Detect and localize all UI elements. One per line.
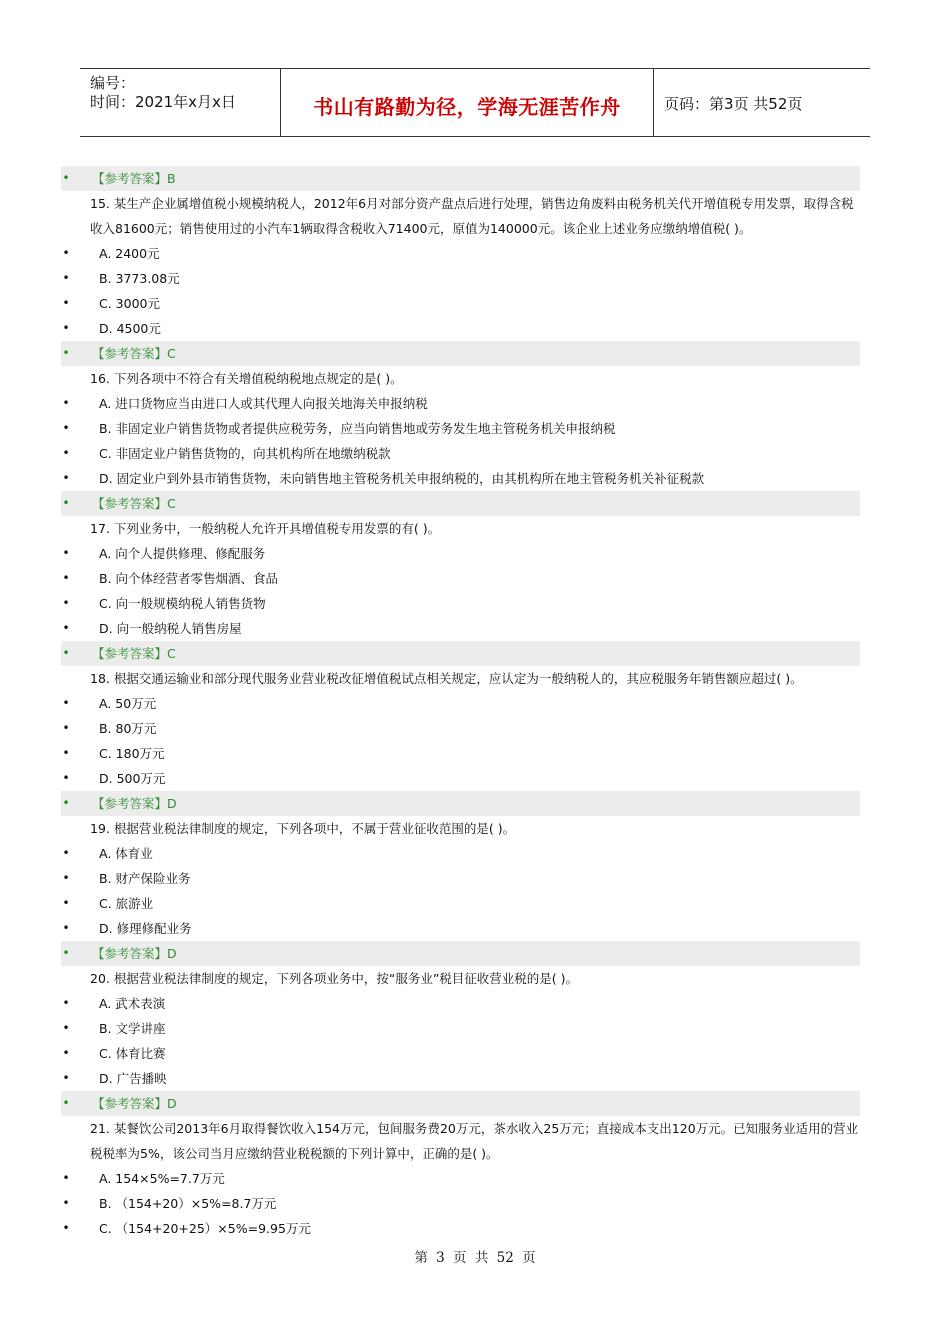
option-row [0, 291, 950, 316]
footer-part: 页 [522, 1250, 536, 1266]
option-text: D. 向一般纳税人销售房屋 [99, 621, 242, 636]
bullet-icon: • [62, 896, 70, 910]
question-row [0, 1116, 950, 1166]
bullet-icon: • [62, 346, 70, 360]
option-row [0, 316, 950, 341]
bullet-icon: • [62, 546, 70, 560]
option-text: D. 广告播映 [99, 1071, 167, 1086]
option-row [0, 916, 950, 941]
footer-total-pages: 52 [496, 1250, 514, 1266]
option-text: B. 3773.08元 [99, 271, 180, 286]
question-text: 20. 根据营业税法律制度的规定，下列各项业务中，按“服务业”税目征收营业税的是( )。 [90, 971, 579, 986]
page-info: 页码：第3页 共52页 [664, 95, 803, 113]
bullet-icon: • [62, 1196, 70, 1210]
option-text: A. 武术表演 [99, 996, 166, 1011]
bullet-icon: • [62, 571, 70, 585]
answer-text: 【参考答案】B [92, 171, 176, 186]
option-text: A. 体育业 [99, 846, 153, 861]
option-row [0, 241, 950, 266]
option-row [0, 391, 950, 416]
option-row [0, 541, 950, 566]
option-row [0, 1041, 950, 1066]
number-label: 编号： [90, 74, 136, 92]
motto: 书山有路勤为径，学海无涯苦作舟 [313, 95, 621, 119]
option-text: C. 非固定业户销售货物的，向其机构所在地缴纳税款 [99, 446, 391, 461]
answer-text: 【参考答案】D [92, 946, 177, 961]
bullet-icon: • [62, 296, 70, 310]
answer-text: 【参考答案】C [92, 346, 176, 361]
bullet-icon: • [62, 1046, 70, 1060]
bullet-icon: • [62, 1021, 70, 1035]
bullet-icon: • [62, 646, 70, 660]
bullet-icon: • [62, 396, 70, 410]
option-row [0, 1191, 950, 1216]
option-text: D. 500万元 [99, 771, 166, 786]
option-row [0, 591, 950, 616]
bullet-icon: • [62, 746, 70, 760]
answer-row [0, 491, 950, 516]
option-text: B. 文学讲座 [99, 1021, 166, 1036]
question-text: 15. 某生产企业属增值税小规模纳税人，2012年6月对部分资产盘点后进行处理，销售边角废料由税务机关代开增值税专用发票，取得含税收入81600元；销售使用过的小汽车1辆取得含税收入71400元，原值为140000元。该企业上述业务应缴纳增值税( )。 [90, 196, 854, 236]
answer-box [61, 1091, 860, 1116]
bullet-icon: • [62, 246, 70, 260]
bullet-icon: • [62, 446, 70, 460]
question-row [0, 366, 950, 391]
bullet-icon: • [62, 621, 70, 635]
footer-part: 第 [414, 1250, 428, 1266]
option-text: C. （154+20+25）×5%=9.95万元 [99, 1221, 311, 1236]
option-text: A. 154×5%=7.7万元 [99, 1171, 225, 1186]
option-row [0, 1166, 950, 1191]
option-text: C. 3000元 [99, 296, 160, 311]
option-text: C. 向一般规模纳税人销售货物 [99, 596, 266, 611]
answer-box [61, 641, 860, 666]
bullet-icon: • [62, 596, 70, 610]
answer-box [61, 791, 860, 816]
option-text: A. 2400元 [99, 246, 160, 261]
bullet-icon: • [62, 1221, 70, 1235]
bullet-icon: • [62, 496, 70, 510]
answer-row [0, 791, 950, 816]
option-text: D. 修理修配业务 [99, 921, 192, 936]
question-row [0, 191, 950, 241]
option-text: C. 180万元 [99, 746, 165, 761]
option-row [0, 1066, 950, 1091]
option-row [0, 691, 950, 716]
option-text: A. 进口货物应当由进口人或其代理人向报关地海关申报纳税 [99, 396, 428, 411]
bullet-icon: • [62, 696, 70, 710]
bullet-icon: • [62, 796, 70, 810]
bullet-icon: • [62, 921, 70, 935]
option-text: B. 向个体经营者零售烟酒、食品 [99, 571, 279, 586]
answer-row [0, 341, 950, 366]
question-row [0, 816, 950, 841]
bullet-icon: • [62, 771, 70, 785]
option-text: B. 非固定业户销售货物或者提供应税劳务，应当向销售地或劳务发生地主管税务机关申报纳税 [99, 421, 616, 436]
answer-row [0, 166, 950, 191]
answer-text: 【参考答案】C [92, 646, 176, 661]
option-row [0, 266, 950, 291]
option-row [0, 566, 950, 591]
answer-box [61, 941, 860, 966]
option-text: B. 80万元 [99, 721, 157, 736]
answer-box [61, 491, 860, 516]
bullet-icon: • [62, 171, 70, 185]
question-text: 21. 某餐饮公司2013年6月取得餐饮收入154万元，包间服务费20万元，茶水收入25万元；直接成本支出120万元。已知服务业适用的营业税税率为5%，该公司当月应缴纳营业税税额的下列计算中，正确的是( )。 [90, 1121, 859, 1161]
bullet-icon: • [62, 1096, 70, 1110]
bullet-icon: • [62, 946, 70, 960]
question-text: 17. 下列业务中，一般纳税人允许开具增值税专用发票的有( )。 [90, 521, 441, 536]
header-left-cell [80, 69, 280, 136]
footer-part: 共 [474, 1250, 489, 1266]
option-row [0, 841, 950, 866]
page-header [80, 68, 870, 137]
bullet-icon: • [62, 421, 70, 435]
answer-box [61, 341, 860, 366]
option-text: C. 体育比赛 [99, 1046, 166, 1061]
time-label: 时间：2021年x月x日 [90, 93, 236, 111]
header-right-cell [654, 69, 870, 136]
option-row [0, 1016, 950, 1041]
option-row [0, 1216, 950, 1241]
answer-row [0, 941, 950, 966]
bullet-icon: • [62, 846, 70, 860]
bullet-icon: • [62, 1171, 70, 1185]
option-row [0, 891, 950, 916]
bullet-icon: • [62, 721, 70, 735]
option-row [0, 766, 950, 791]
option-text: D. 4500元 [99, 321, 161, 336]
option-row [0, 991, 950, 1016]
answer-row [0, 641, 950, 666]
bullet-icon: • [62, 321, 70, 335]
question-text: 18. 根据交通运输业和部分现代服务业营业税改征增值税试点相关规定，应认定为一般纳税人的，其应税服务年销售额应超过( )。 [90, 671, 803, 686]
bullet-icon: • [62, 996, 70, 1010]
answer-text: 【参考答案】D [92, 796, 177, 811]
bullet-icon: • [62, 471, 70, 485]
page-footer [0, 1246, 950, 1266]
option-text: B. 财产保险业务 [99, 871, 191, 886]
footer-part: 页 [453, 1250, 467, 1266]
option-text: A. 向个人提供修理、修配服务 [99, 546, 266, 561]
option-row [0, 616, 950, 641]
option-row [0, 441, 950, 466]
question-text: 16. 下列各项中不符合有关增值税纳税地点规定的是( )。 [90, 371, 403, 386]
footer-current-page: 3 [436, 1250, 445, 1266]
option-row [0, 416, 950, 441]
question-row [0, 966, 950, 991]
option-text: A. 50万元 [99, 696, 157, 711]
option-row [0, 866, 950, 891]
option-text: D. 固定业户到外县市销售货物，未向销售地主管税务机关申报纳税的，由其机构所在地主管税务机关补征税款 [99, 471, 705, 486]
question-row [0, 666, 950, 691]
option-text: B. （154+20）×5%=8.7万元 [99, 1196, 277, 1211]
answer-text: 【参考答案】C [92, 496, 176, 511]
bullet-icon: • [62, 1071, 70, 1085]
bullet-icon: • [62, 871, 70, 885]
bullet-icon: • [62, 271, 70, 285]
option-row [0, 741, 950, 766]
option-row [0, 466, 950, 491]
answer-box [61, 166, 860, 191]
option-row [0, 716, 950, 741]
question-text: 19. 根据营业税法律制度的规定，下列各项中，不属于营业征收范围的是( )。 [90, 821, 516, 836]
answer-text: 【参考答案】D [92, 1096, 177, 1111]
option-text: C. 旅游业 [99, 896, 154, 911]
answer-row [0, 1091, 950, 1116]
question-row [0, 516, 950, 541]
header-motto-cell [280, 69, 654, 136]
